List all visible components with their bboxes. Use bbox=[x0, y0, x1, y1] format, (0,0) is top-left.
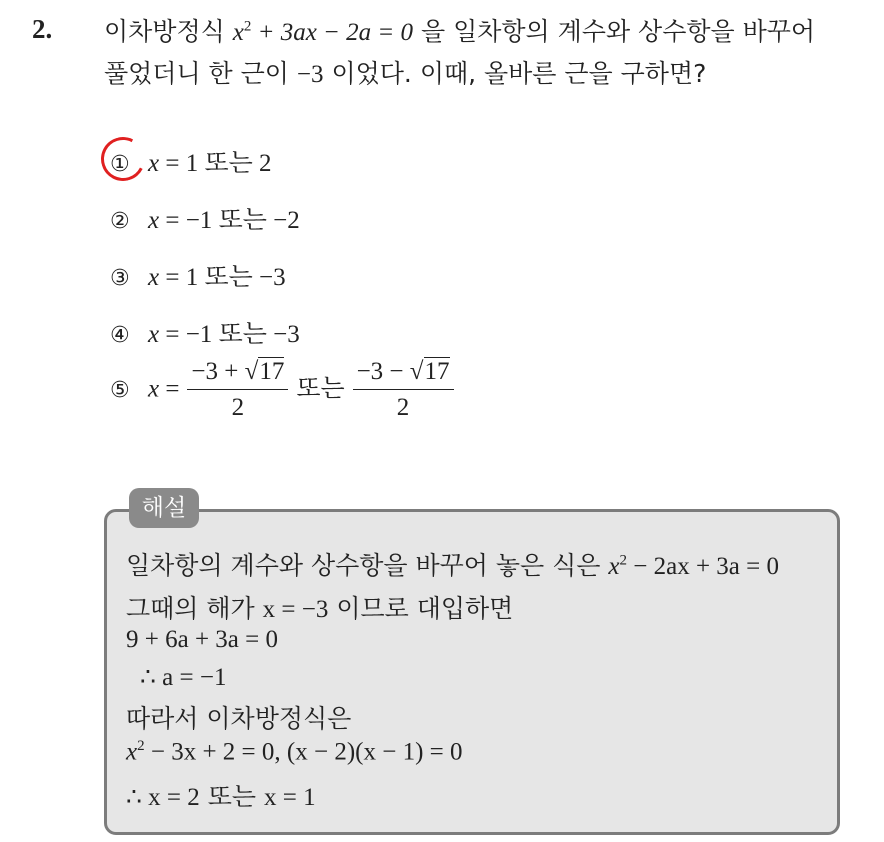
choice-5[interactable]: ⑤ x = $\frac{-3 + √17}{2}$ 또는 $\frac{-3 - √17}{2}$ bbox=[110, 358, 454, 422]
solution-line-2: 그때의 해가 x = −3 이므로 대입하면 bbox=[126, 594, 514, 623]
solution-line-6: $x^2 - 3x + 2 = 0$, (x − 2)(x − 1) = 0 bbox=[126, 738, 463, 766]
choice-4[interactable]: ④ x = −1 또는 −3 bbox=[110, 319, 300, 348]
solution-tag: 해설 bbox=[129, 488, 199, 528]
choice-number: ① bbox=[110, 152, 130, 177]
solution-line-7: ∴ x = 2 또는 x = 1 bbox=[126, 782, 316, 811]
choice-number: ② bbox=[110, 209, 130, 234]
solution-line-4: ∴ a = −1 bbox=[140, 664, 227, 691]
choice-1[interactable]: ① x = 1 또는 2 bbox=[110, 148, 272, 177]
choice-number: ④ bbox=[110, 323, 130, 348]
question-line-2 bbox=[104, 54, 706, 90]
solution-line-5: 따라서 이차방정식은 bbox=[126, 704, 352, 733]
equation: $x^2 + 3ax - 2a = 0$ bbox=[232, 18, 414, 46]
question-text: 이차방정식 bbox=[104, 17, 225, 46]
solution-line-3: 9 + 6a + 3a = 0 bbox=[126, 626, 278, 653]
question-line-1 bbox=[104, 12, 815, 48]
choice-number: ⑤ bbox=[110, 377, 130, 403]
choice-2[interactable]: ② x = −1 또는 −2 bbox=[110, 205, 300, 234]
choice-3[interactable]: ③ x = 1 또는 −3 bbox=[110, 262, 286, 291]
question-number: 2. bbox=[32, 14, 53, 44]
choice-number: ③ bbox=[110, 266, 130, 291]
question-text: 풀었더니 한 근이 bbox=[104, 59, 289, 88]
root-value: −3 bbox=[296, 61, 324, 88]
fraction-2: $\frac{-3 - √17}{2}$ bbox=[353, 358, 454, 422]
question-text: 을 일차항의 계수와 상수항을 바꾸어 bbox=[421, 17, 816, 46]
solution-line-1: 일차항의 계수와 상수항을 바꾸어 놓은 식은 $x^2 - 2ax + 3a = 0$ bbox=[126, 551, 779, 580]
fraction-1: $\frac{-3 + √17}{2}$ bbox=[187, 358, 288, 422]
question-text: 이었다. 이때, 올바른 근을 구하면? bbox=[331, 59, 707, 88]
